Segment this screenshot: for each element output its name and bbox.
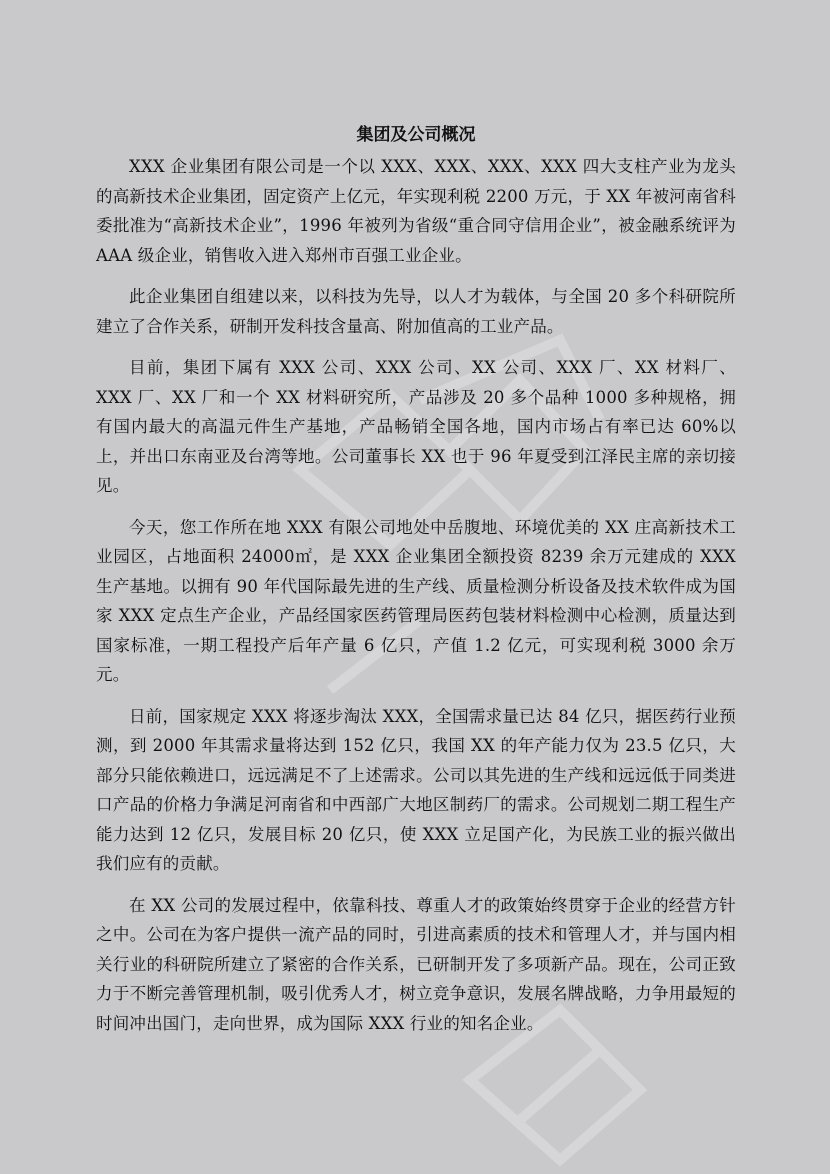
paragraph: XXX 企业集团有限公司是一个以 XXX、XXX、XXX、XXX 四大支柱产业为龙头的高新技术企业集团，固定资产上亿元，年实现利税 2200 万元，于 XX 年被河南省科委批准为“高新技术企业”，1996 年被列为省级“重合同守信用企业”，被金融系统评为 AAA 级企业，销售收入进入郑州市百强工业企业。 bbox=[96, 157, 736, 265]
paragraph: 此企业集团自组建以来，以科技为先导，以人才为载体，与全国 20 多个科研院所建立了合作关系，研制开发科技含量高、附加值高的工业产品。 bbox=[96, 287, 736, 336]
paragraph: 日前，国家规定 XXX 将逐步淘汰 XXX，全国需求量已达 84 亿只，据医药行业预测，到 2000 年其需求量将达到 152 亿只，我国 XX 的年产能力仅为 23.5 亿只，大部分只能依赖进口，远远满足不了上述需求。公司以其先进的生产线和远远低于同类进口产品的价格力争满足河南省和中西部广大地区制药厂的需求。公司规划二期工程生产能力达到 12 亿只，发展目标 20 亿只，使 XXX 立足国产化，为民族工业的振兴做出我们应有的贡献。 bbox=[96, 706, 736, 873]
paragraph: 今天，您工作所在地 XXX 有限公司地处中岳腹地、环境优美的 XX 庄高新技术工业园区，占地面积 24000㎡，是 XXX 企业集团全额投资 8239 余万元建成的 XXX 生产基地。以拥有 90 年代国际最先进的生产线、质量检测分析设备及技术软件成为国家 XXX 定点生产企业，产品经国家医药管理局医药包装材料检测中心检测，质量达到国家标准，一期工程投产后年产量 6 亿只，产值 1.2 亿元，可实现利税 3000 余万元。 bbox=[96, 517, 736, 684]
document-body bbox=[96, 122, 736, 1050]
paragraph: 在 XX 公司的发展过程中，依靠科技、尊重人才的政策始终贯穿于企业的经营方针之中。公司在为客户提供一流产品的同时，引进高素质的技术和管理人才，并与国内相关行业的科研院所建立了紧密的合作关系，已研制开发了多项新产品。现在，公司正致力于不断完善管理机制，吸引优秀人才，树立竞争意识，发展名牌战略，力争用最短的时间冲出国门，走向世界，成为国际 XXX 行业的知名企业。 bbox=[96, 895, 736, 1033]
paragraph: 目前，集团下属有 XXX 公司、XXX 公司、XX 公司、XXX 厂、XX 材料厂、XXX 厂、XX 厂和一个 XX 材料研究所，产品涉及 20 多个品种 1000 多种规格，拥有国内最大的高温元件生产基地，产品畅销全国各地，国内市场占有率已达 60%以上，并出口东南亚及台湾等地。公司董事长 XX 也于 96 年夏受到江泽民主席的亲切接见。 bbox=[96, 358, 736, 495]
document-title: 集团及公司概况 bbox=[356, 125, 476, 145]
